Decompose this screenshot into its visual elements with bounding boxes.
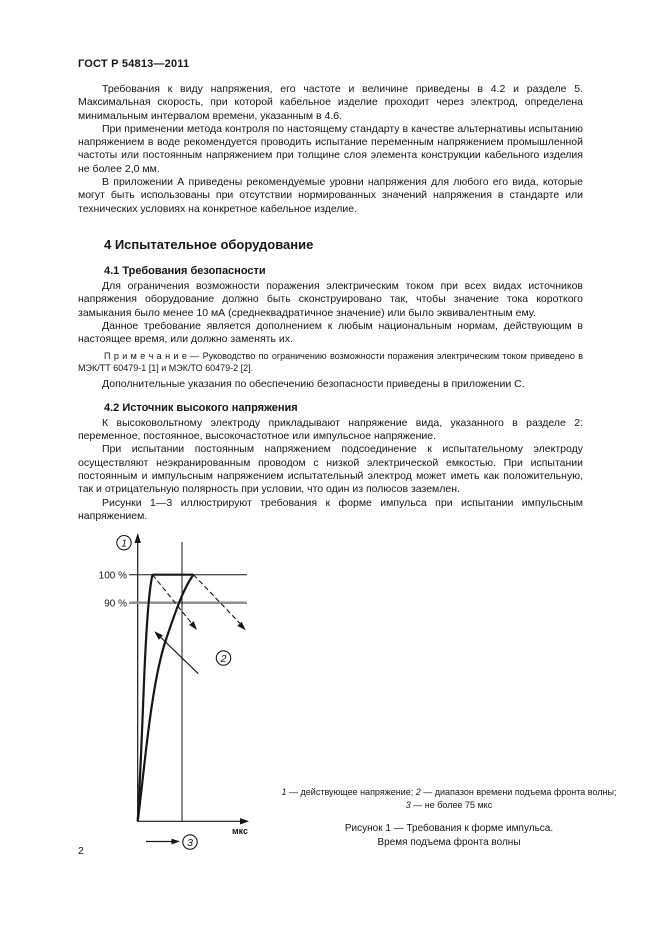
figure-legend-line-1 [278,786,620,799]
subsection-4-2-heading: 4.2 Источник высокого напряжения [104,401,298,414]
legend-num: 3 [405,800,411,811]
intro-paragraph: В приложении А приведены рекомендуемые уровни напряжения для любого его вида, которые могут быть использованы при отсутствии нормированных значений напряжения в стандарте или технических условиях на конкретное кабельное изделие. [78,176,583,215]
legend-num: 1 [281,787,287,798]
section-4-2-paragraph: К высоковольтному электроду прикладывают напряжение вида, указанного в разделе 2: переменное, постоянное, высокочастотное или импульсное напряжение. [78,416,583,443]
y-axis-arrowhead [135,533,141,543]
note-paragraph: П р и м е ч а н и е — Руководство по ограничению возможности поражения электрическим током приведено в МЭК/ТТ 60479-1 [1] и МЭК/ТО 60479-2 [2]. [78,351,583,373]
figure-caption-line-1: Рисунок 1 — Требования к форме импульса. [344,823,554,835]
figure-caption [278,822,620,849]
tick-label-90: 90 % [104,598,127,610]
decay-arrow-right-head [237,622,245,631]
callout-1-label: 1 [121,537,127,550]
figure-caption-line-2: Время подъема фронта волны [377,836,521,848]
figure-caption-block [278,786,620,849]
page-number: 2 [78,845,84,857]
impulse-waveform-plot [92,530,264,860]
callout-2-pointer [159,635,199,674]
callout-3-label: 3 [187,837,193,850]
tick-label-100: 100 % [98,570,127,582]
legend-num: 2 [415,787,421,798]
x-axis-arrowhead [240,818,249,824]
section-4-2-paragraph: При испытании постоянным напряжением подсоединение к испытательному электроду осуществляют неэкранированным проводом с низкой электрической емкостью. При испытании постоянным и импульсным напряжением испытательный электрод может иметь как положительную, так и отрицательную полярность при условии, что один из полюсов заземлен. [78,443,583,496]
section-4-1-paragraph: Для ограничения возможности поражения электрическим током при всех видах источников напряжения оборудование должно быть сконструировано так, чтобы значение тока короткого замыкания было менее 10 мА (среднеквадратичное значение) или было эквивалентным ему. [78,279,583,319]
figure-legend-line-2 [278,799,620,812]
section-4-heading: 4 Испытательное оборудование [104,236,314,252]
figure-1 [78,530,617,865]
section-4-1-paragraph: Данное требование является дополнением к любым национальным нормам, действующим в настоящее время, или должно заменять их. [78,319,583,346]
legend-text: — диапазон времени подъема фронта волны; [420,787,617,798]
intro-paragraph: Требования к виду напряжения, его частоте и величине приведены в 4.2 и разделе 5. Максимальная скорость, при которой кабельное изделие проходит через электрод, определена минимальным интервалом времени, указанным в 4.6. [78,83,583,122]
decay-arrow-right [194,575,242,625]
page-content [78,0,617,865]
fast-front-curve [138,575,153,822]
intro-paragraph: При применении метода контроля по настоящему стандарту в качестве альтернативы испытанию напряжением в воде рекомендуется проводить испытание переменным напряжением промышленной частоты или постоянным напряжением при толщине слоя элемента конструкции кабельного изделия не более 2,0 мм. [78,122,583,175]
legend-text: — действующее напряжение; [286,787,416,798]
callout-2-label: 2 [220,653,227,666]
x-axis-unit-label: мкс [231,826,248,837]
section-4-2-paragraph: Рисунки 1—3 иллюстрируют требования к форме импульса при испытании импульсным напряжением. [78,496,583,522]
slow-front-curve [138,575,194,822]
doc-header: ГОСТ Р 54813—2011 [78,58,190,70]
callout-3-pointer-head [172,839,181,845]
legend-text: — не более 75 мкс [410,800,493,811]
subsection-4-1-heading: 4.1 Требования безопасности [104,264,266,277]
section-4-1-paragraph: Дополнительные указания по обеспечению безопасности приведены в приложении С. [102,378,525,391]
